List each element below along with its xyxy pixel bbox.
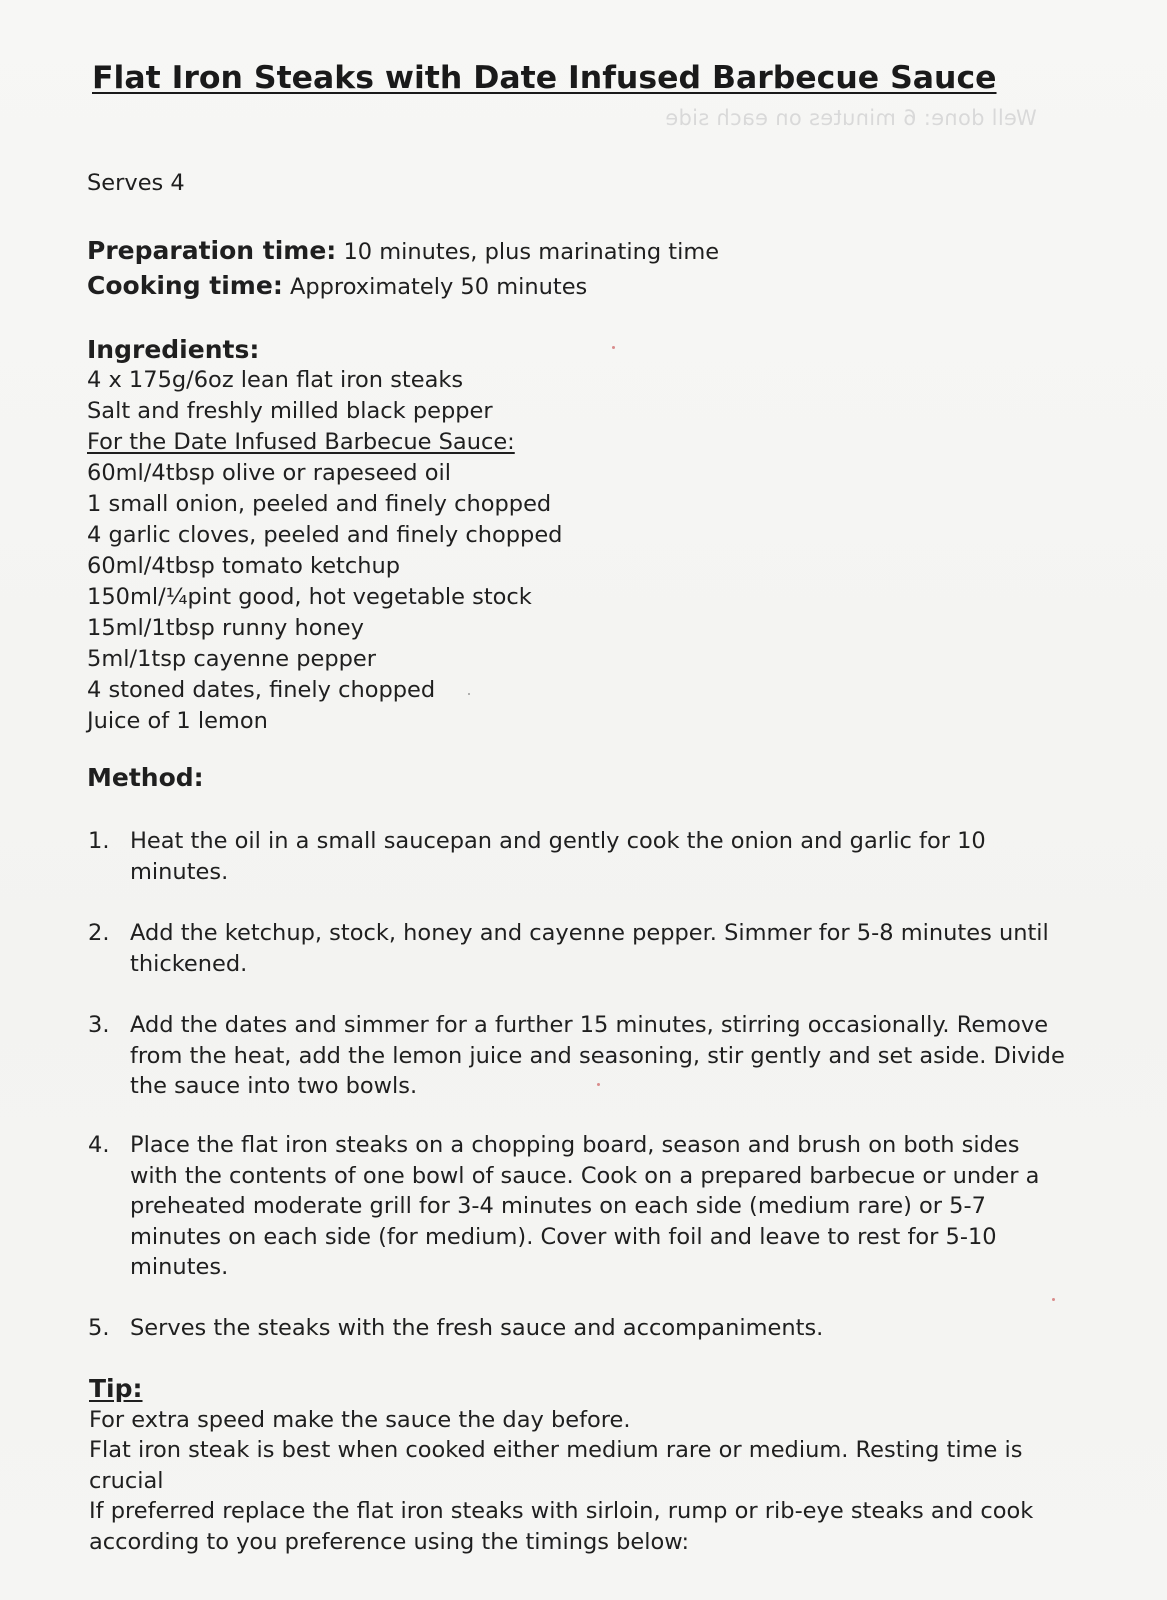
cook-time-value: Approximately 50 minutes xyxy=(282,274,588,300)
ingredient-item: 4 garlic cloves, peeled and finely chopped xyxy=(87,522,563,548)
step-number: 5. xyxy=(88,1315,110,1341)
prep-time xyxy=(87,234,719,269)
paper-speck xyxy=(468,693,470,695)
ingredient-item: 5ml/1tsp cayenne pepper xyxy=(87,646,376,672)
ingredient-item: Juice of 1 lemon xyxy=(87,708,268,734)
step-text: Add the ketchup, stock, honey and cayenne pepper. Simmer for 5-8 minutes until thickened. xyxy=(130,920,1049,977)
sauce-subheading: For the Date Infused Barbecue Sauce: xyxy=(87,429,515,455)
method-step xyxy=(88,1010,1070,1102)
step-text: Heat the oil in a small saucepan and gently cook the onion and garlic for 10 minutes. xyxy=(130,828,986,885)
timings xyxy=(87,234,719,304)
tip-item: For extra speed make the sauce the day before. xyxy=(89,1406,631,1433)
method-step xyxy=(88,1313,1070,1344)
ingredient-item: Salt and freshly milled black pepper xyxy=(87,398,493,424)
step-text: Serves the steaks with the fresh sauce and accompaniments. xyxy=(130,1315,824,1341)
tip-heading: Tip: xyxy=(89,1374,143,1403)
ingredient-item: 4 stoned dates, finely chopped xyxy=(87,677,436,703)
method-step xyxy=(88,1130,1070,1283)
method-step xyxy=(88,826,1070,887)
ingredient-item: 1 small onion, peeled and finely chopped xyxy=(87,491,552,517)
serves-text: Serves 4 xyxy=(87,170,185,196)
recipe-title: Flat Iron Steaks with Date Infused Barbecue Sauce xyxy=(92,60,997,96)
prep-time-value: 10 minutes, plus marinating time xyxy=(336,239,720,265)
tips-section xyxy=(89,1374,1089,1558)
method-heading: Method: xyxy=(87,763,204,792)
ingredient-item: 15ml/1tbsp runny honey xyxy=(87,615,364,641)
ingredients-heading: Ingredients: xyxy=(87,335,260,364)
paper-speck xyxy=(612,346,615,349)
tip-item: If preferred replace the flat iron steaks with sirloin, rump or rib-eye steaks and cook according to you preference using the timings below: xyxy=(89,1498,1034,1555)
paper-speck xyxy=(597,1083,600,1086)
ingredient-item: 60ml/4tbsp olive or rapeseed oil xyxy=(87,460,451,486)
ingredients-section xyxy=(87,334,562,737)
tip-item: Flat iron steak is best when cooked either medium rare or medium. Resting time is crucial xyxy=(89,1437,1023,1494)
serves xyxy=(87,168,185,199)
paper-speck xyxy=(1052,1298,1055,1301)
cook-time-label: Cooking time: xyxy=(87,271,283,300)
step-number: 3. xyxy=(88,1012,110,1038)
prep-time-label: Preparation time: xyxy=(87,236,337,265)
step-text: Add the dates and simmer for a further 15 minutes, stirring occasionally. Remove from the heat, add the lemon juice and seasoning, stir gently and set aside. Divide the sauce into two bowls. xyxy=(130,1012,1065,1100)
method-step xyxy=(88,918,1070,979)
ingredient-item: 4 x 175g/6oz lean flat iron steaks xyxy=(87,367,464,393)
method-heading-wrap xyxy=(87,762,204,793)
ingredient-item: 150ml/¼pint good, hot vegetable stock xyxy=(87,584,532,610)
step-number: 4. xyxy=(88,1132,110,1158)
bleed-through-text: Well done: 6 minutes on each side xyxy=(665,106,1037,130)
step-number: 2. xyxy=(88,920,110,946)
step-text: Place the flat iron steaks on a chopping board, season and brush on both sides with the contents of one bowl of sauce. Cook on a prepared barbecue or under a preheated moderate grill for 3-4 minutes on each side (medium rare) or 5-7 minutes on each side (for medium). Cover with foil and leave to rest for 5-10 minutes. xyxy=(130,1132,1040,1281)
ingredient-item: 60ml/4tbsp tomato ketchup xyxy=(87,553,401,579)
cook-time xyxy=(87,269,719,304)
step-number: 1. xyxy=(88,828,110,854)
